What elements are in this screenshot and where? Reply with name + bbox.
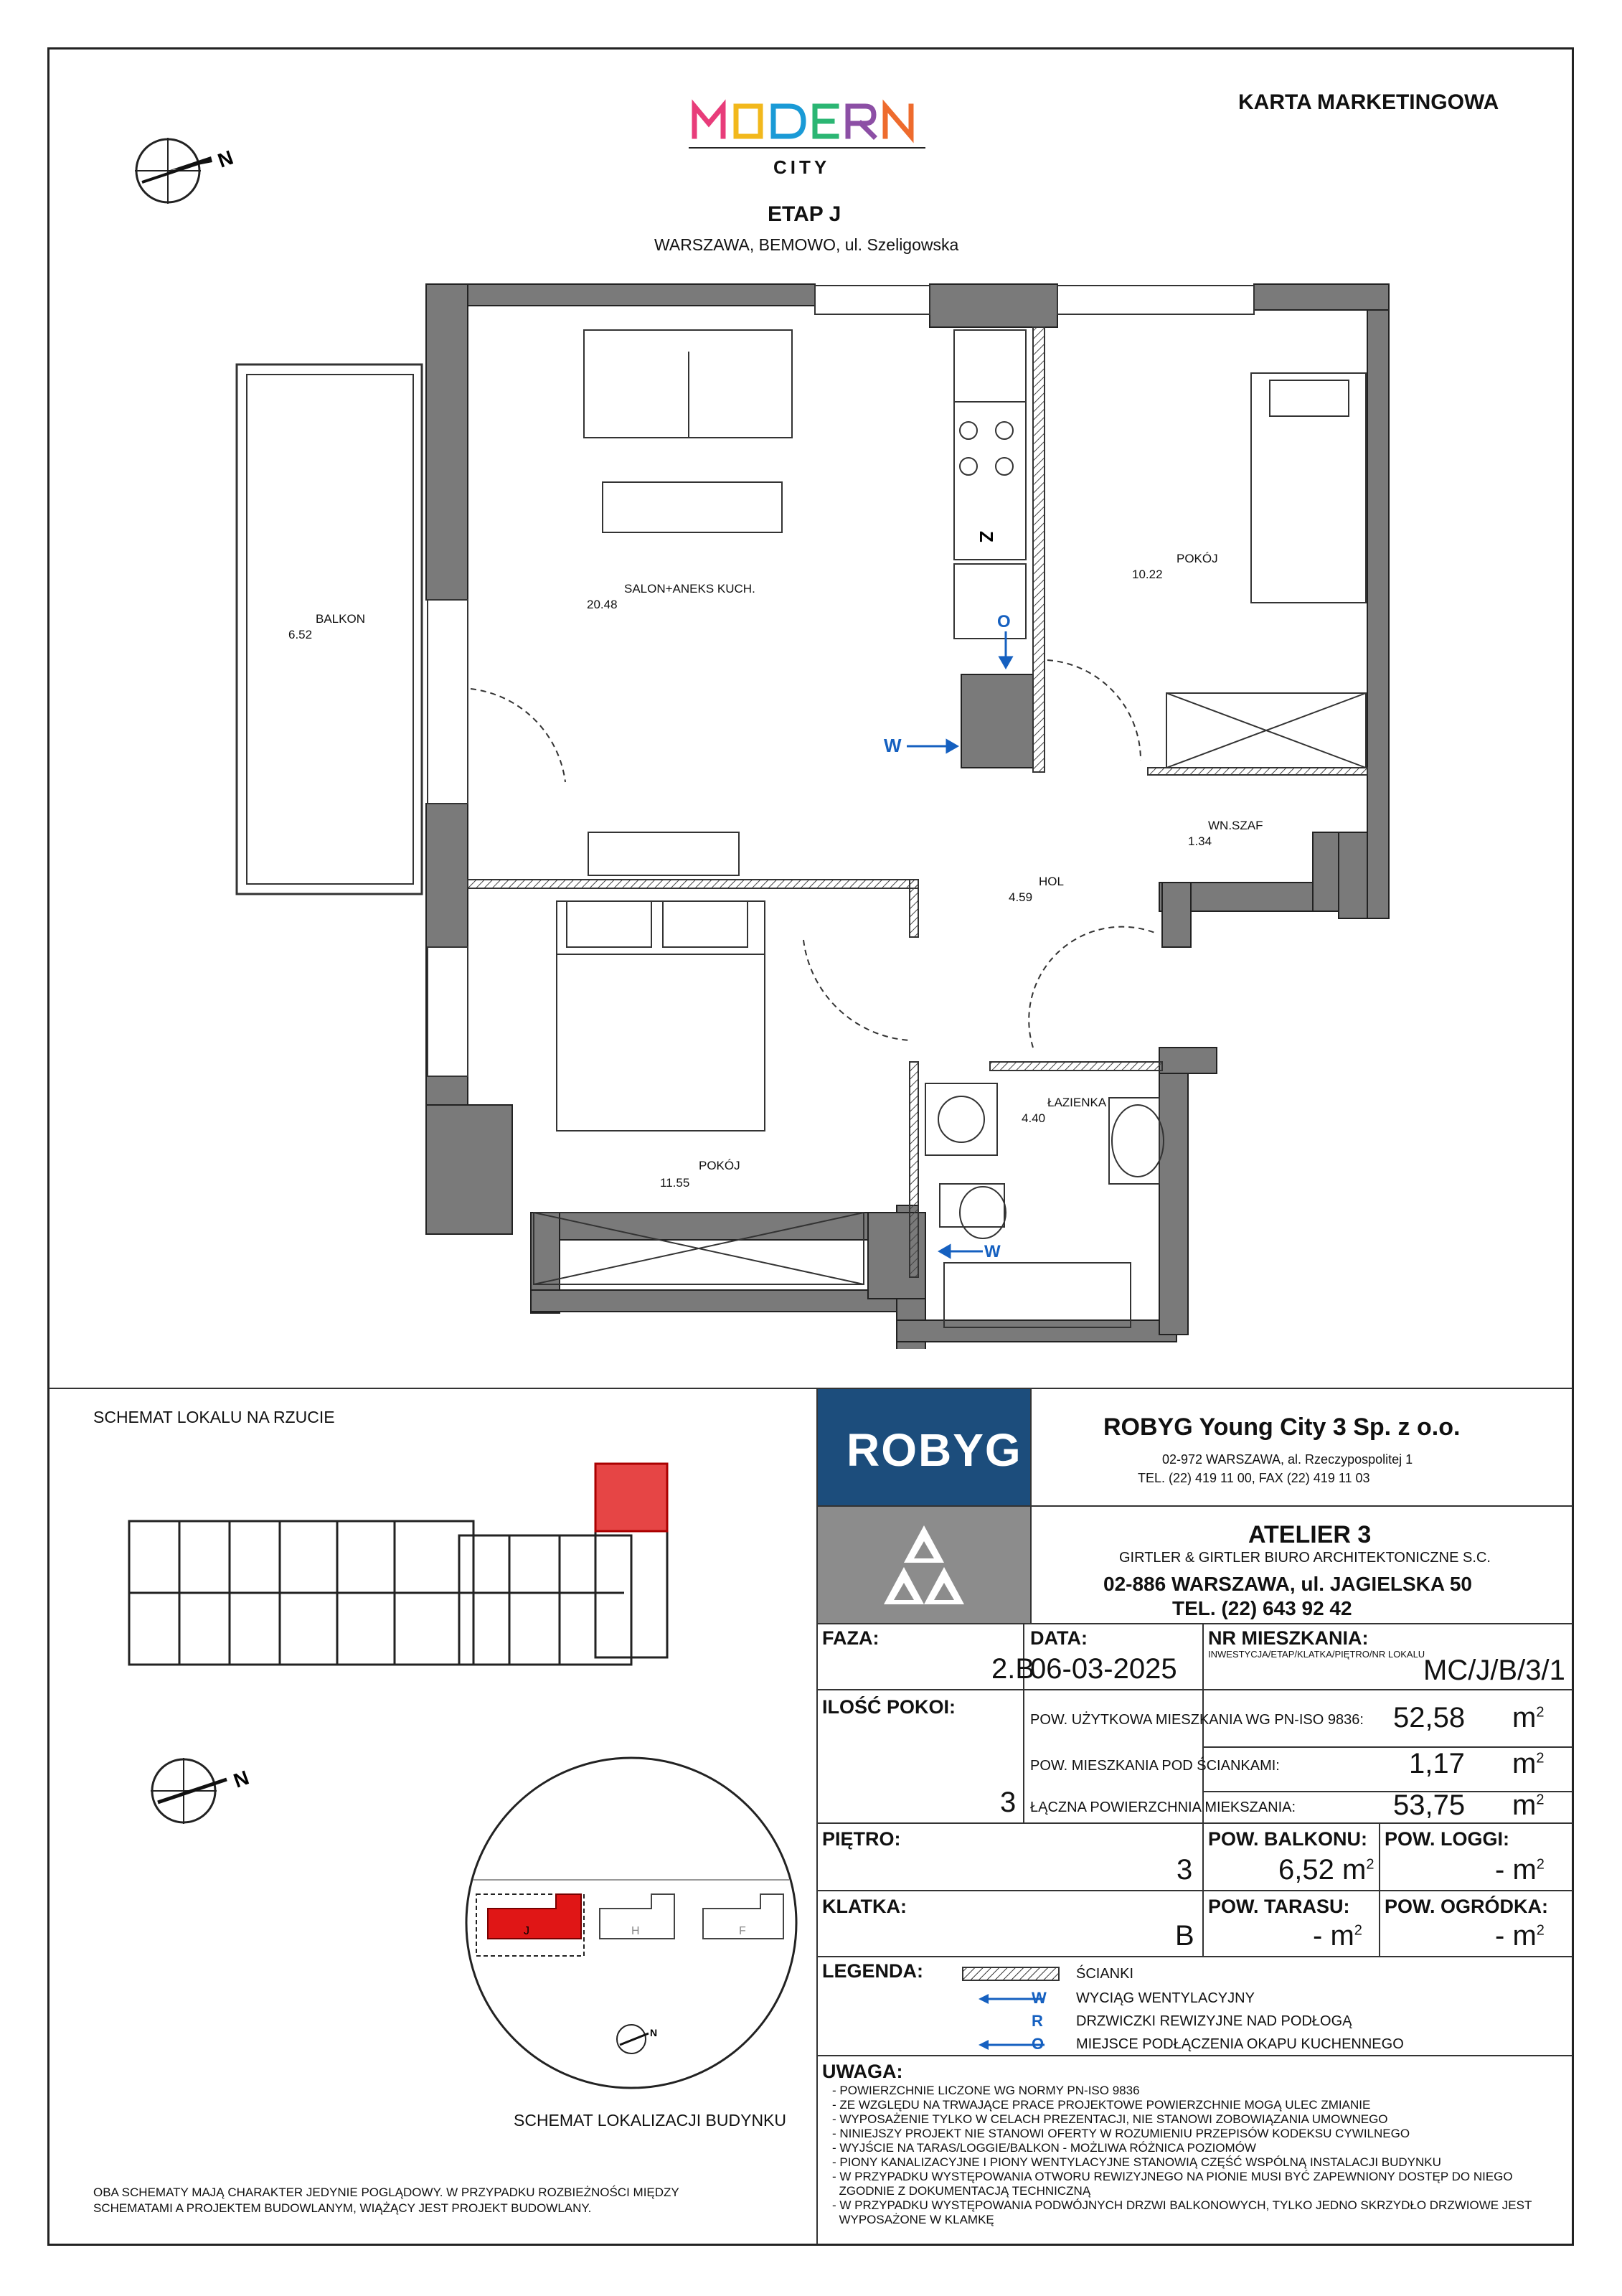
notes-list	[832, 2084, 1564, 2227]
w-marker-bath: W	[984, 1242, 1001, 1261]
note-line: - POWIERZCHNIE LICZONE WG NORMY PN-ISO 9836	[832, 2084, 1140, 2097]
balcony-label: POW. BALKONU:	[1208, 1828, 1367, 1850]
note-line: - WYPOSAŻENIE TYLKO W CELACH PREZENTACJI, NIE STANOWI ZOBOWIĄZANIA UMOWNEGO	[832, 2112, 1388, 2126]
area2-value: 1,17	[1409, 1748, 1465, 1779]
building-scheme-title: SCHEMAT LOKALIZACJI BUDYNKU	[514, 2111, 787, 2130]
rooms-label: ILOŚĆ POKOI:	[822, 1696, 956, 1718]
legend-sym-2: R	[1032, 2012, 1043, 2030]
atelier-logo-box	[818, 1505, 1030, 1623]
w-marker: W	[884, 735, 902, 756]
svg-text:J: J	[524, 1925, 529, 1937]
area3-unit: $m^2$	[1512, 1789, 1545, 1821]
note-line: - ZE WZGLĘDU NA TRWAJĄCE PRACE PROJEKTOWE POWIERZCHNIE MOGĄ ULEC ZMIANIE	[832, 2098, 1371, 2112]
legend-item-1: WYCIĄG WENTYLACYJNY	[1076, 1990, 1255, 2006]
marketing-card-title: KARTA MARKETINGOWA	[1238, 90, 1499, 114]
legend-item-2: DRZWICZKI REWIZYJNE NAD PODŁOGĄ	[1076, 2013, 1352, 2029]
faza-label: FAZA:	[822, 1627, 880, 1649]
room-area-pokoj2: 11.55	[660, 1176, 690, 1190]
stair-value: B	[1175, 1920, 1194, 1952]
partition-swatch-icon	[961, 1965, 1062, 1983]
atelier-logo-icon	[818, 1505, 1030, 1623]
nr-sublabel: INWESTYCJA/ETAP/KLATKA/PIĘTRO/NR LOKALU	[1208, 1649, 1425, 1660]
legend-item-3: MIEJSCE PODŁĄCZENIA OKAPU KUCHENNEGO	[1076, 2036, 1404, 2052]
door-swings	[471, 660, 1155, 1048]
floor-value: 3	[1177, 1854, 1193, 1886]
loggia-value: - $m^2$	[1495, 1854, 1545, 1886]
room-name-hol: HOL	[1039, 875, 1064, 888]
legend-sym-3: O	[1032, 2035, 1045, 2053]
disclaimer-line-1: OBA SCHEMATY MAJĄ CHARAKTER JEDYNIE POGLĄDOWY. W PRZYPADKU ROZBIEŻNOŚCI MIĘDZY	[93, 2186, 679, 2199]
area3-value: 53,75	[1393, 1789, 1466, 1821]
legend-item-0: ŚCIANKI	[1076, 1966, 1134, 1982]
stair-label: KLATKA:	[822, 1896, 907, 1917]
room-area-salon: 20.48	[587, 598, 618, 611]
terrace-value: - $m^2$	[1313, 1920, 1362, 1952]
stage-title: ETAP J	[768, 202, 841, 226]
unit-highlight	[595, 1464, 667, 1531]
area1-unit: $m^2$	[1512, 1702, 1545, 1733]
company-address: 02-972 WARSZAWA, al. Rzeczypospolitej 1	[1162, 1452, 1413, 1467]
north-label: N	[214, 146, 237, 172]
area2-label: POW. MIESZKANIA POD ŚCIANKAMI:	[1030, 1758, 1280, 1774]
robyg-logo-box	[818, 1389, 1030, 1505]
svg-text:N: N	[230, 1766, 253, 1792]
logo-sub: CITY	[773, 156, 831, 178]
robyg-logo: ROBYG	[847, 1424, 1022, 1476]
architect-phone: TEL. (22) 643 92 42	[1172, 1597, 1352, 1619]
faza-value: 2.B	[991, 1653, 1035, 1685]
room-area-pokoj1: 10.22	[1132, 568, 1163, 581]
notes-title: UWAGA:	[822, 2061, 903, 2082]
balcony-value: 6,52 $m^2$	[1278, 1854, 1375, 1886]
rooms-value: 3	[1000, 1787, 1017, 1818]
garden-value: - $m^2$	[1495, 1920, 1545, 1952]
address-line: WARSZAWA, BEMOWO, ul. Szeligowska	[654, 235, 959, 254]
architect-name: ATELIER 3	[1248, 1521, 1372, 1548]
note-line: WYPOSAŻONE W KLAMKĘ	[832, 2213, 994, 2226]
area2-unit: $m^2$	[1512, 1748, 1545, 1779]
nr-value: MC/J/B/3/1	[1423, 1655, 1565, 1686]
area3-label: ŁĄCZNA POWIERZCHNIA MIEKSZANIA:	[1030, 1799, 1296, 1815]
divider	[49, 1388, 1573, 1389]
floor-label: PIĘTRO:	[822, 1828, 901, 1850]
note-line: - W PRZYPADKU WYSTĘPOWANIA PODWÓJNYCH DRZWI BALKONOWYCH, TYLKO JEDNO SKRZYDŁO DRZWIOWE JEST	[832, 2198, 1532, 2212]
disclaimer-line-2: SCHEMATAMI A PROJEKTEM BUDOWLANYM, WIĄŻĄCY JEST PROJEKT BUDOWLANY.	[93, 2201, 592, 2215]
architect-sub: GIRTLER & GIRTLER BIURO ARCHITEKTONICZNE S.C.	[1119, 1550, 1491, 1566]
note-line: - WYJŚCIE NA TARAS/LOGGIE/BALKON - MOŻLIWA RÓŻNICA POZIOMÓW	[832, 2141, 1256, 2155]
note-line: - NINIEJSZY PROJEKT NIE STANOWI OFERTY W ROZUMIENIU PRZEPISÓW KODEKSU CYWILNEGO	[832, 2127, 1410, 2140]
room-area-hol: 4.59	[1009, 890, 1033, 904]
building-scheme	[459, 1751, 803, 2095]
room-name-pokoj2: POKÓJ	[699, 1159, 740, 1172]
svg-text:F: F	[739, 1925, 746, 1937]
garden-label: POW. OGRÓDKA:	[1385, 1896, 1548, 1917]
balcony-outline	[237, 364, 422, 894]
area1-label: POW. UŻYTKOWA MIESZKANIA WG PN-ISO 9836:	[1030, 1712, 1364, 1728]
svg-text:N: N	[650, 2027, 658, 2038]
outer-walls	[426, 284, 1389, 1349]
room-name-balkon: BALKON	[316, 612, 365, 626]
legend-title: LEGENDA:	[822, 1960, 923, 1982]
area1-value: 52,58	[1393, 1702, 1466, 1733]
note-line: - W PRZYPADKU WYSTĘPOWANIA OTWORU REWIZYJNEGO NA PIONIE MUSI BYĆ ZAPEWNIONY DOSTĘP DO NIEGO	[832, 2170, 1513, 2183]
svg-text:H: H	[631, 1925, 640, 1937]
room-area-lazienka: 4.40	[1022, 1111, 1046, 1125]
room-name-pokoj1: POKÓJ	[1177, 552, 1218, 565]
nr-label: NR MIESZKANIA:	[1208, 1627, 1369, 1649]
partitions	[468, 327, 1367, 1277]
data-label: DATA:	[1030, 1627, 1088, 1649]
data-value: 06-03-2025	[1030, 1653, 1177, 1685]
o-marker: O	[997, 612, 1011, 631]
floor-plan	[215, 273, 1406, 1349]
room-name-wnszaf: WN.SZAF	[1208, 819, 1263, 832]
company-name: ROBYG Young City 3 Sp. z o.o.	[1103, 1413, 1461, 1441]
z-marker: Z	[976, 531, 997, 542]
north-arrow-icon	[128, 131, 250, 210]
modern-city-logo	[689, 99, 925, 156]
room-name-lazienka: ŁAZIENKA	[1047, 1096, 1107, 1109]
note-line: - PIONY KANALIZACYJNE I PIONY WENTYLACYJNE STANOWIĄ CZĘŚĆ WSPÓLNĄ INSTALACJI BUDYNKU	[832, 2155, 1441, 2169]
company-phone: TEL. (22) 419 11 00, FAX (22) 419 11 03	[1138, 1471, 1370, 1485]
north-arrow-icon	[143, 1751, 265, 1830]
building-j	[488, 1894, 581, 1939]
floor-scheme-title: SCHEMAT LOKALU NA RZUCIE	[93, 1408, 335, 1426]
floor-scheme-drawing	[122, 1449, 732, 1700]
note-line: ZGODNIE Z DOKUMENTACJĄ TECHNICZNĄ	[832, 2184, 1091, 2198]
architect-address: 02-886 WARSZAWA, ul. JAGIELSKA 50	[1103, 1573, 1472, 1595]
room-name-salon: SALON+ANEKS KUCH.	[624, 582, 755, 596]
room-area-balkon: 6.52	[288, 628, 313, 641]
loggia-label: POW. LOGGI:	[1385, 1828, 1509, 1850]
terrace-label: POW. TARASU:	[1208, 1896, 1350, 1917]
legend-sym-1: W	[1032, 1989, 1047, 2007]
room-area-wnszaf: 1.34	[1188, 834, 1212, 848]
